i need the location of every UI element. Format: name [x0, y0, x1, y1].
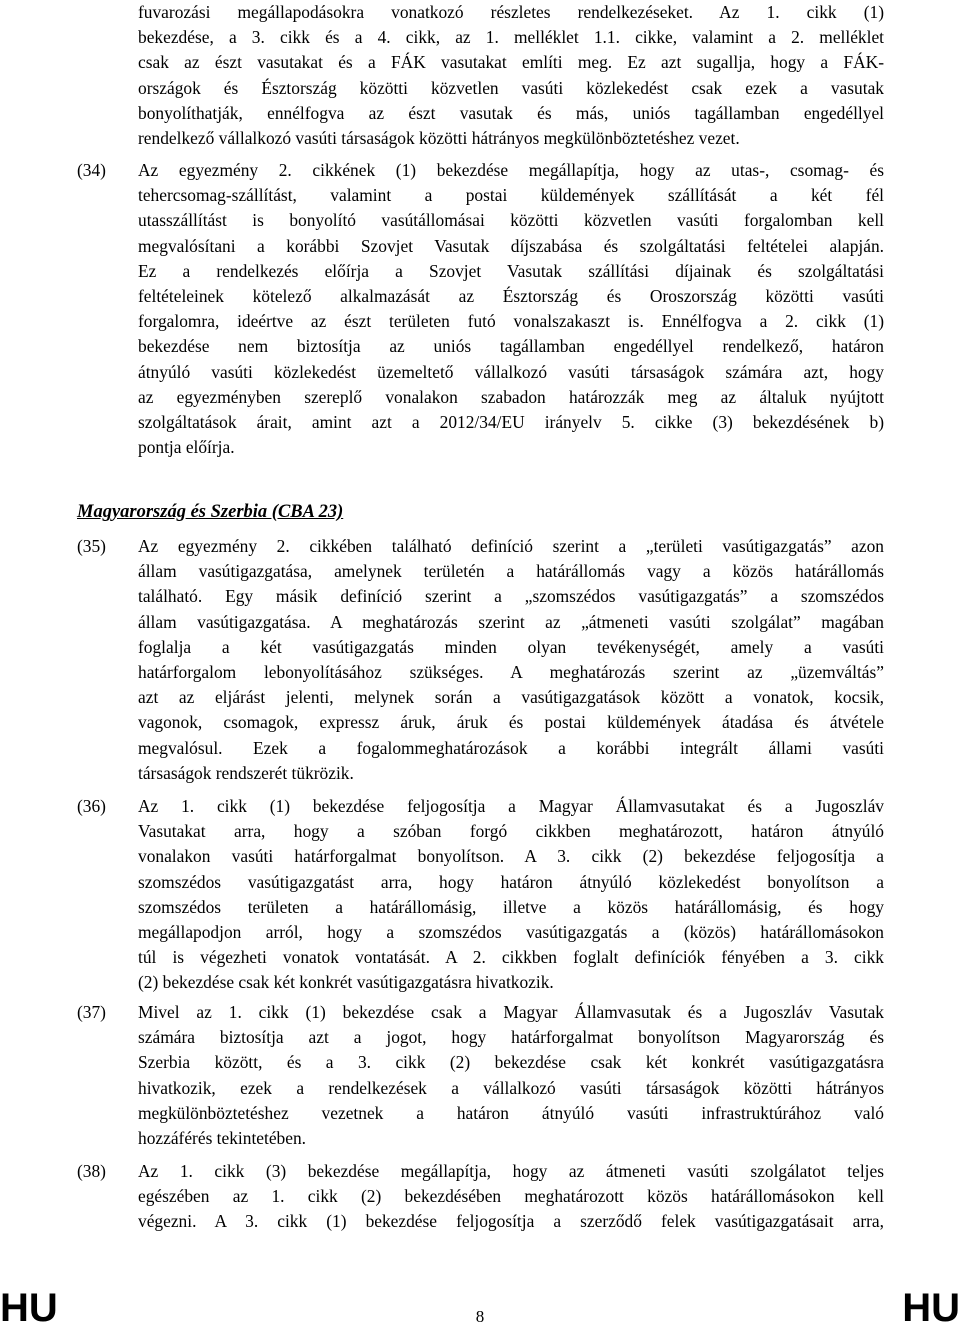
text-line: társaságok rendszerét tükrözik.	[138, 762, 354, 783]
text-line: megállapodjon arról, hogy a szomszédos vasútigazgatás a (közös) határállomásokon	[138, 922, 884, 943]
text-line: állam vasútigazgatása, amelynek területén a határállomás vagy a közös határállomás	[138, 561, 884, 582]
paragraph-36	[138, 794, 884, 996]
paragraph-37	[138, 1000, 884, 1151]
text-line: megkülönböztetéshez vezetnek a határon átnyúló vasúti infrastruktúrához való	[138, 1102, 884, 1123]
text-line: szolgáltatások árait, amint azt a 2012/34/EU irányelv 5. cikke (3) bekezdésének b)	[138, 412, 884, 433]
text-line: egészében az 1. cikk (2) bekezdésében meghatározott közös határállomásokon kell	[138, 1186, 884, 1207]
text-line: végezni. A 3. cikk (1) bekezdése feljogosítja a szerződő felek vasútigazgatásait arra,	[138, 1211, 884, 1232]
text-line: azt az eljárást jelenti, melynek során a vasútigazgatások között a vonatok, kocsik,	[138, 687, 884, 708]
text-line: számára biztosítja azt a jogot, hogy határforgalmat bonyolítson Magyarország és	[138, 1027, 884, 1048]
text-line: foglalja a két vasútigazgatás minden olyan tevékenységét, amely a vasúti	[138, 636, 884, 657]
text-line: Mivel az 1. cikk (1) bekezdése csak a Magyar Államvasutak és a Jugoszláv Vasutak	[138, 1002, 884, 1022]
text-line: Az egyezmény 2. cikkének (1) bekezdése megállapítja, hogy az utas-, csomag- és	[138, 160, 884, 180]
text-line: Az egyezmény 2. cikkében található definíció szerint a „területi vasútigazgatás” azon	[138, 536, 884, 556]
text-line: az egyezményben szereplő vonalakon szabadon határozzák meg az általuk nyújtott	[138, 386, 884, 407]
text-line: szomszédos területen a határállomásig, illetve a közös határállomásig, és hogy	[138, 896, 884, 917]
footer-language-label-right: HU	[902, 1286, 960, 1330]
section-heading: Magyarország és Szerbia (CBA 23)	[77, 502, 344, 522]
text-line: bekezdése, a 3. cikk és a 4. cikk, az 1. melléklet 1.1. cikke, valamint a 2. melléklet	[138, 27, 884, 48]
text-line: bonyolíthatják, ennélfogva az észt vasutak és más, uniós tagállamban engedéllyel	[138, 102, 884, 123]
text-line: Az 1. cikk (3) bekezdése megállapítja, hogy az átmeneti vasúti szolgálatot teljes	[138, 1161, 884, 1181]
paragraph-number-37: (37)	[77, 1002, 106, 1022]
text-line: Vasutakat arra, hogy a szóban forgó cikkben meghatározott, határon átnyúló	[138, 821, 884, 842]
paragraph-number-36: (36)	[77, 796, 106, 816]
text-line: csak az észt vasutakat és a FÁK vasutakat említi meg. Ez azt sugallja, hogy a FÁK-	[138, 52, 884, 73]
text-line: található. Egy másik definíció szerint a „szomszédos vasútigazgatás” a szomszédos	[138, 586, 884, 607]
paragraph-number-34: (34)	[77, 160, 106, 180]
text-line: tehercsomag-szállítást, valamint a postai küldemények szállítását a két fél	[138, 185, 884, 206]
text-line: vonalakon vasúti határforgalmat bonyolítson. A 3. cikk (2) bekezdése feljogosítja a	[138, 846, 884, 867]
text-line: forgalomra, ideértve az észt területen futó vonalszakaszt is. Ennélfogva a 2. cikk (1)	[138, 311, 884, 332]
paragraph-35	[138, 534, 884, 786]
text-line: hivatkozik, ezek a rendelkezések a vállalkozó vasúti társaságok közötti hátrányos	[138, 1077, 884, 1098]
text-line: megvalósul. Ezek a fogalommeghatározások a korábbi integrált állami vasúti	[138, 737, 884, 758]
text-line: Szerbia között, és a 3. cikk (2) bekezdése csak két konkrét vasútigazgatásra	[138, 1052, 884, 1073]
text-line: feltételeinek kötelező alkalmazását az Észtország és Oroszország közötti vasúti	[138, 286, 884, 307]
page-number: 8	[475, 1307, 485, 1326]
text-line: fuvarozási megállapodásokra vonatkozó részletes rendelkezéseket. Az 1. cikk (1)	[138, 2, 884, 22]
text-line: megvalósítani a korábbi Szovjet Vasutak díjszabása és szolgáltatási feltételei alapján.	[138, 235, 884, 256]
text-line: rendelkező vállalkozó vasúti társaságok közötti hátrányos megkülönböztetéshez vezet.	[138, 128, 740, 149]
text-line: Ez a rendelkezés előírja a Szovjet Vasutak szállítási díjainak és szolgáltatási	[138, 260, 884, 281]
text-line: utasszállítást is bonyolító vasútállomásai közötti közvetlen vasúti forgalomban kell	[138, 210, 884, 231]
paragraph-number-35: (35)	[77, 536, 106, 556]
text-line: bekezdése nem biztosítja az uniós tagállamban engedéllyel rendelkező, határon	[138, 336, 884, 357]
footer-language-label-left: HU	[0, 1286, 58, 1330]
text-line: átnyúló vasúti közlekedést üzemeltető vállalkozó vasúti társaságok számára azt, hogy	[138, 361, 884, 382]
paragraph-number-38: (38)	[77, 1161, 106, 1181]
text-line: országok és Észtország közötti közvetlen vasúti közlekedést csak ezek a vasutak	[138, 77, 884, 98]
text-line: vagonok, csomagok, expressz áruk, áruk és postai küldemények átadása és átvétele	[138, 712, 884, 733]
paragraph-38	[138, 1159, 884, 1235]
paragraph-33-continuation	[138, 0, 884, 151]
text-line: szomszédos vasútigazgatást arra, hogy határon átnyúló közlekedést bonyolítson a	[138, 871, 884, 892]
text-line: túl is végezheti vonatok vontatását. A 2. cikkben foglalt definíciók fényében a 3. cikk	[138, 947, 884, 968]
paragraph-34	[138, 158, 884, 460]
text-line: pontja előírja.	[138, 437, 235, 458]
text-line: hozzáférés tekintetében.	[138, 1128, 307, 1149]
text-line: állam vasútigazgatása. A meghatározás szerint az „átmeneti vasúti szolgálat” magában	[138, 611, 884, 632]
text-line: határforgalom lebonyolításához szükséges. A meghatározás szerint az „üzemváltás”	[138, 662, 884, 683]
text-line: (2) bekezdése csak két konkrét vasútigazgatásra hivatkozik.	[138, 972, 554, 993]
text-line: Az 1. cikk (1) bekezdése feljogosítja a Magyar Államvasutakat és a Jugoszláv	[138, 796, 884, 816]
